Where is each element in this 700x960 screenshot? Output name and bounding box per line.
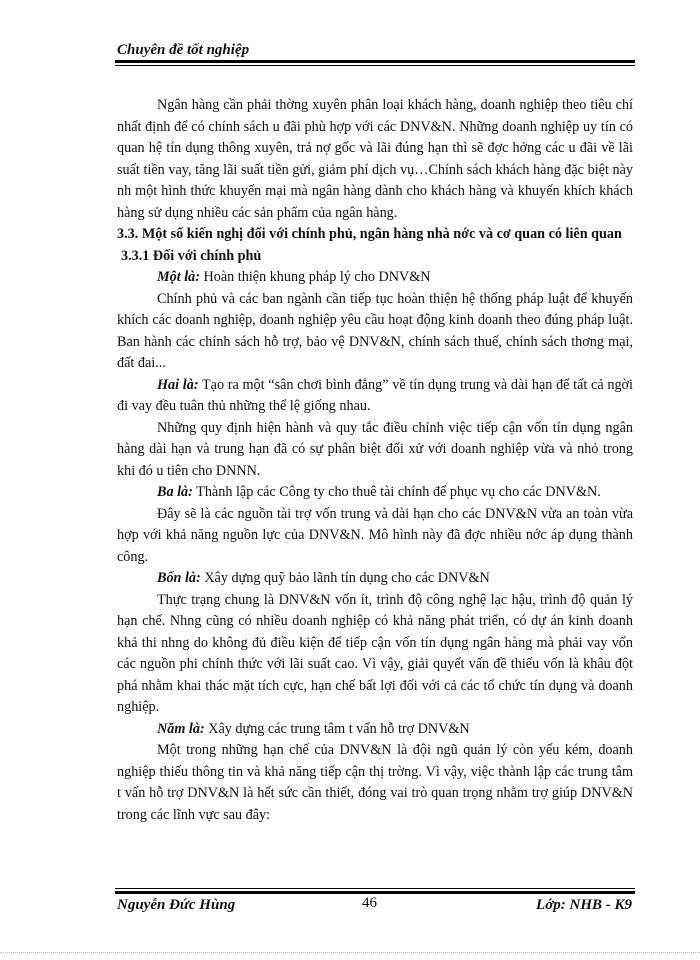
point-five-lead: Năm là: [157, 720, 205, 737]
section-heading-3-3: 3.3. Một số kiến nghị đối với chính phủ, ngân hàng nhà nớc và cơ quan có liên quan [117, 226, 622, 242]
page-number: 46 [362, 895, 377, 911]
subsection-heading-3-3-1: 3.3.1 Đối với chính phủ [121, 247, 262, 264]
paragraph-leasing: Đây sẽ là các nguồn tài trợ vốn trung và dài hạn cho các DNV&N vừa an toàn vừa hợp với khả năng nguồn lực của DNV&N. Mô hình này đã đợc nhiều nớc áp dụng thành công. [117, 505, 633, 565]
point-two [117, 375, 633, 418]
point-one-lead: Một là: [157, 269, 200, 285]
header-rule-thin [115, 65, 635, 66]
point-two-lead: Hai là: [157, 376, 199, 393]
point-one-text: Hoàn thiện khung pháp lý cho DNV&N [199, 269, 431, 285]
point-three-text: Thành lập các Công ty cho thuê tài chính để phục vụ cho các DNV&N. [192, 484, 601, 500]
page-bottom-dotted-line [0, 952, 700, 953]
point-three-lead: Ba là: [157, 484, 193, 500]
point-five [117, 719, 633, 741]
footer-rule [115, 891, 635, 894]
point-four [117, 568, 633, 590]
point-three [117, 482, 633, 504]
point-five-text: Xây dựng các trung tâm t vấn hỗ trợ DNV&N [204, 720, 470, 737]
footer-author: Nguyễn Đức Hùng [117, 897, 236, 913]
point-two-text: Tạo ra một “sân chơi bình đẳng” về tín dụng trung và dài hạn để tất cả ngời đi vay đều tuân thủ những thể lệ giống nhau. [117, 376, 633, 414]
page-header-title: Chuyên đề tốt nghiệp [117, 42, 250, 58]
paragraph-consulting-centers: Một trong những hạn chế của DNV&N là đội ngũ quản lý còn yếu kém, doanh nghiệp thiếu thông tin và khả năng tiếp cận thị trờng. Vì vậy, việc thành lập các trung tâm t vấn hỗ trợ DNV&N là hết sức cần thiết, đóng vai trò quan trọng nhằm trợ giúp DNV&N trong các lĩnh vực sau đây: [117, 742, 633, 823]
point-four-text: Xây dựng quỹ bảo lãnh tín dụng cho các DNV&N [200, 570, 490, 586]
paragraph-legal-framework: Chính phủ và các ban ngành cần tiếp tục hoàn thiện hệ thống pháp luật để khuyến khích các doanh nghiệp, doanh nghiệp yêu cầu hoạt động kinh doanh theo đúng pháp luật. Ban hành các chính sách hỗ trợ, bảo vệ DNV&N, chính sách thuế, chính sách thơng mại, đất đai... [117, 290, 633, 371]
header-rule [115, 60, 635, 63]
paragraph-guarantee-fund: Thực trạng chung là DNV&N vốn ít, trình độ công nghệ lạc hậu, trình độ quản lý hạn chế. Nhng cũng có nhiều doanh nghiệp có khả năng phát triển, có dự án kinh doanh khả thi nhng do không đủ điều kiện để tiếp cận vốn tín dụng ngân hàng mà phải vay vốn các nguồn phi chính thức với lãi suất cao. Vì vậy, giải quyết vấn đề thiếu vốn là khâu đột phá nhằm khai thác mặt tích cực, hạn chế bất lợi đối với cả các tổ chức tín dụng và doanh nghiệp. [117, 591, 633, 715]
document-body [117, 95, 633, 826]
point-one [117, 267, 633, 289]
footer-rule-thin [115, 888, 635, 889]
paragraph-bank-customer-policy: Ngân hàng cần phải thờng xuyên phân loại khách hàng, doanh nghiệp theo tiêu chí nhất định để có chính sách u đãi phù hợp với các DNV&N. Những doanh nghiệp uy tín có quan hệ tín dụng thông xuyên, trả nợ gốc và lãi đúng hạn thì sẽ đợc hởng các u đãi về lãi suất tiền vay, tăng lãi suất tiền gửi, giảm phí dịch vụ…Chính sách khách hàng đặc biệt này nh một hình thức khuyến mại mà ngân hàng dành cho khách hàng và khuyến khích khách hàng sử dụng nhiều các sản phẩm của ngân hàng. [117, 97, 633, 221]
footer-class: Lớp: NHB - K9 [536, 897, 632, 913]
paragraph-credit-rules: Những quy định hiện hành và quy tắc điều chỉnh việc tiếp cận vốn tín dụng ngân hàng dài hạn và trung hạn đã có sự phân biệt đối xử với doanh nghiệp vừa và nhỏ trong khi đó u tiên cho DNNN. [117, 419, 633, 479]
point-four-lead: Bốn là: [157, 570, 201, 586]
